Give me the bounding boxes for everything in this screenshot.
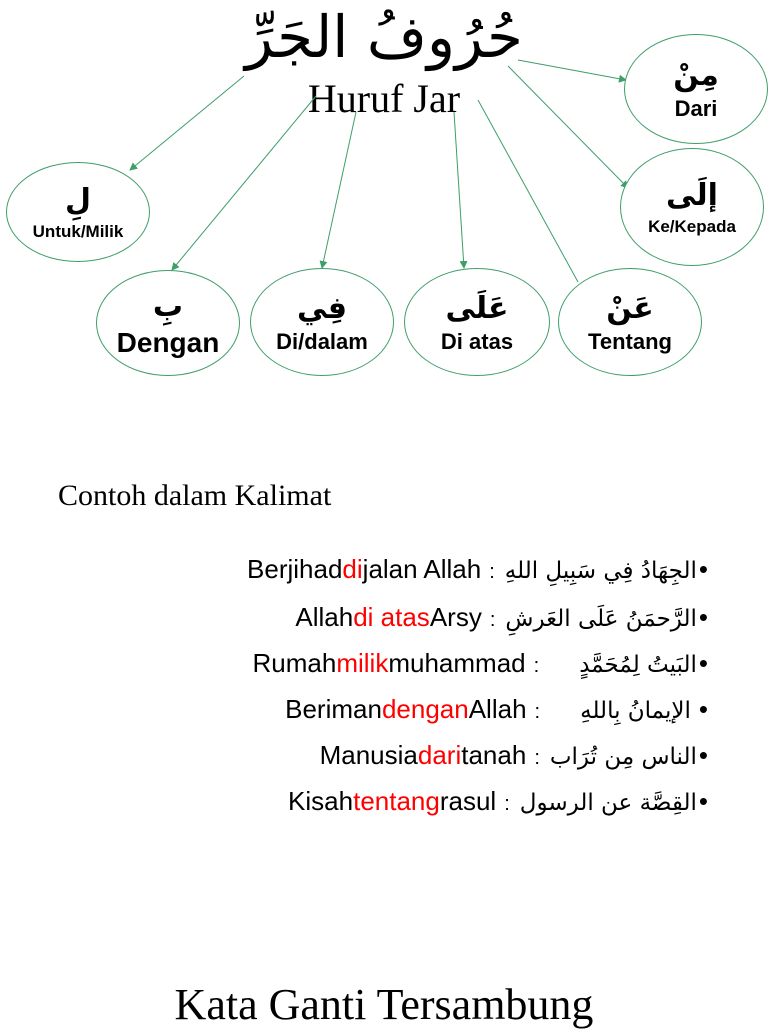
example-row bbox=[285, 686, 708, 732]
example-colon: : bbox=[534, 701, 541, 723]
example-arabic: الجِهَادُ فِي سَبِيلِ اللهِ bbox=[504, 558, 697, 584]
connector-min bbox=[518, 60, 626, 80]
example-row bbox=[295, 594, 708, 640]
example-meaning-highlight: dengan bbox=[381, 694, 469, 724]
node-an-meaning: Tentang bbox=[588, 329, 672, 354]
example-meaning-highlight: di atas bbox=[353, 602, 430, 632]
example-meaning-highlight: dari bbox=[417, 740, 462, 770]
connector-an bbox=[478, 100, 578, 282]
connector-ala bbox=[454, 112, 464, 268]
bullet-icon: • bbox=[698, 554, 708, 584]
example-row bbox=[288, 778, 708, 824]
bullet-icon: • bbox=[698, 694, 708, 724]
example-meaning-after: Arsy bbox=[429, 602, 482, 632]
example-arabic: القِصَّة عن الرسول bbox=[519, 790, 697, 816]
node-ala-arabic: عَلَى bbox=[445, 291, 509, 326]
example-colon: : bbox=[489, 561, 495, 583]
connector-ila bbox=[508, 66, 628, 188]
node-fi bbox=[250, 268, 394, 376]
example-meaning-before: Allah bbox=[295, 602, 354, 632]
node-min-meaning: Dari bbox=[674, 96, 718, 121]
example-meaning-highlight: milik bbox=[336, 648, 389, 678]
bullet-icon: • bbox=[698, 786, 708, 816]
node-li-meaning: Untuk/Milik bbox=[32, 222, 124, 241]
example-meaning-before: Rumah bbox=[252, 648, 337, 678]
node-an bbox=[558, 268, 702, 376]
node-ila bbox=[620, 148, 764, 266]
example-row bbox=[320, 732, 708, 778]
node-ila-meaning: Ke/Kepada bbox=[648, 217, 736, 236]
node-min-arabic: مِنْ bbox=[673, 58, 719, 93]
example-meaning-before: Manusia bbox=[319, 740, 418, 770]
example-meaning-before: Beriman bbox=[285, 694, 382, 724]
diagram-title-latin: Huruf Jar bbox=[307, 76, 461, 121]
bullet-icon: • bbox=[698, 602, 708, 632]
node-ala bbox=[404, 268, 550, 376]
node-bi bbox=[96, 270, 240, 376]
example-row bbox=[247, 546, 708, 592]
node-ila-arabic: إلَى bbox=[666, 178, 718, 213]
node-fi-arabic: فِي bbox=[297, 291, 347, 326]
examples-heading: Contoh dalam Kalimat bbox=[58, 479, 332, 512]
example-arabic: الناس مِن تُرَاب bbox=[549, 744, 697, 770]
example-meaning-highlight: tentang bbox=[353, 786, 440, 816]
connector-bi bbox=[172, 96, 316, 270]
example-colon: : bbox=[504, 793, 510, 815]
diagram-title-arabic: حُرُوفُ الجَرِّ bbox=[245, 3, 523, 71]
connector-li bbox=[130, 76, 244, 170]
node-li-arabic: لِ bbox=[64, 183, 92, 218]
example-meaning-after: rasul bbox=[439, 786, 497, 816]
example-meaning-after: jalan Allah bbox=[362, 554, 482, 584]
example-arabic: البَيتُ لِمُحَمَّدٍ bbox=[579, 652, 697, 678]
example-meaning-after: muhammad bbox=[388, 648, 526, 678]
bullet-icon: • bbox=[698, 740, 708, 770]
example-meaning-before: Kisah bbox=[288, 786, 354, 816]
example-meaning-after: Allah bbox=[468, 694, 527, 724]
node-fi-meaning: Di/dalam bbox=[276, 329, 368, 354]
connector-fi bbox=[322, 112, 356, 268]
example-colon: : bbox=[534, 747, 540, 769]
node-li bbox=[6, 162, 150, 262]
example-colon: : bbox=[489, 609, 496, 631]
example-meaning-before: Berjihad bbox=[247, 554, 343, 584]
node-min bbox=[624, 34, 768, 144]
example-meaning-after: tanah bbox=[461, 740, 527, 770]
node-ala-meaning: Di atas bbox=[440, 329, 514, 354]
section-title: Kata Ganti Tersambung bbox=[174, 980, 594, 1029]
example-arabic: الإيمانُ بِاللهِ bbox=[580, 698, 691, 724]
node-bi-arabic: بِ bbox=[152, 289, 184, 324]
example-arabic: الرَّحمَنُ عَلَى العَرشِ bbox=[505, 606, 697, 632]
node-an-arabic: عَنْ bbox=[606, 291, 654, 326]
example-row bbox=[253, 640, 708, 686]
bullet-icon: • bbox=[698, 648, 708, 678]
example-meaning-highlight: di bbox=[342, 554, 363, 584]
example-colon: : bbox=[533, 655, 540, 677]
node-bi-meaning: Dengan bbox=[116, 327, 220, 358]
